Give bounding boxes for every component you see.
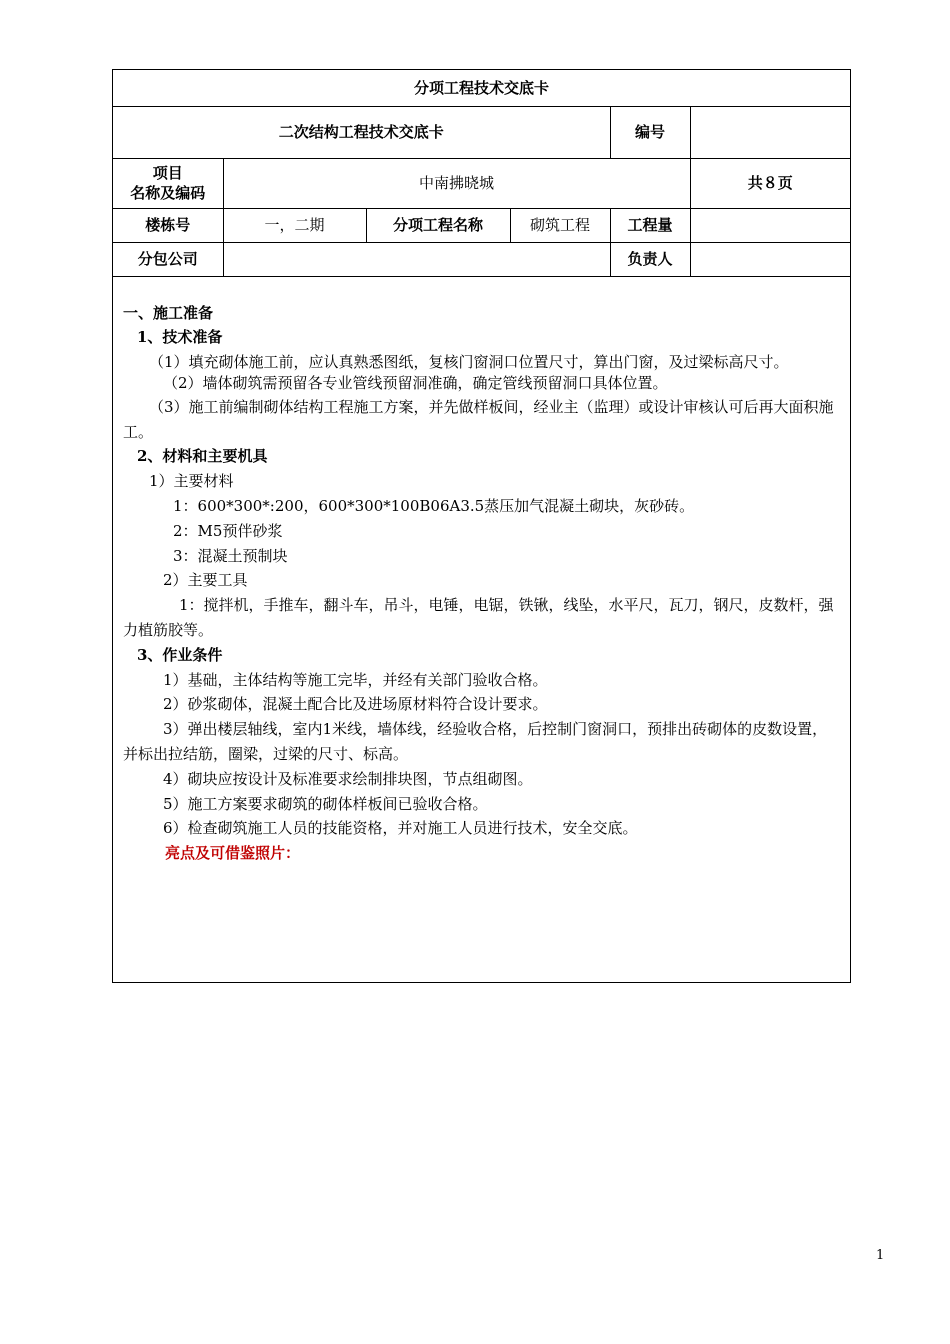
responsible-value (690, 242, 850, 276)
paragraph: （2）墙体砌筑需预留各专业管线预留洞准确，确定管线预留洞口具体位置。 (163, 373, 668, 392)
project-label-line2: 名称及编码 (130, 184, 206, 202)
card-title: 二次结构工程技术交底卡 (113, 106, 610, 158)
pages-count: 共８页 (690, 158, 850, 208)
building-value: 一，二期 (223, 208, 366, 242)
subitem-label: 分项工程名称 (366, 208, 510, 242)
doc-title: 分项工程技术交底卡 (113, 70, 850, 106)
quantity-value (690, 208, 850, 242)
highlight-photos-label: 亮点及可借鉴照片： (165, 844, 301, 863)
subsection-heading: 2、材料和主要机具 (137, 447, 268, 466)
subsection-heading: 1、技术准备 (137, 328, 223, 347)
paragraph: 2：M5预伴砂浆 (173, 521, 283, 540)
paragraph: （3）施工前编制砌体结构工程施工方案，并先做样板间，经业主（监理）或设计审核认可后再大面积施工。 (123, 397, 834, 441)
disclosure-card (112, 69, 851, 983)
subcontractor-value (223, 242, 610, 276)
paragraph: 3：混凝土预制块 (173, 546, 288, 565)
subitem-value: 砌筑工程 (510, 208, 610, 242)
disclosure-content (113, 277, 850, 867)
subsection-heading: 3、作业条件 (137, 645, 223, 664)
quantity-label: 工程量 (610, 208, 690, 242)
subcontractor-label: 分包公司 (113, 242, 223, 276)
paragraph: 2）砂浆砌体，混凝土配合比及进场原材料符合设计要求。 (163, 695, 548, 714)
paragraph: 4）砌块应按设计及标准要求绘制排块图，节点组砌图。 (163, 769, 533, 788)
paragraph: 6）检查砌筑施工人员的技能资格，并对施工人员进行技术，安全交底。 (163, 819, 638, 838)
paragraph: 1：600*300*:200，600*300*100B06A3.5蒸压加气混凝土砌块，灰砂砖。 (173, 497, 695, 516)
responsible-label: 负责人 (610, 242, 690, 276)
code-label: 编号 (610, 106, 690, 158)
paragraph: 1）主要材料 (149, 472, 234, 491)
paragraph: 1：搅拌机，手推车，翻斗车，吊斗，电锤，电锯，铁锹，线坠，水平尺，瓦刀，钢尺，皮数杆，强力植筋胶等。 (123, 596, 834, 640)
paragraph: 5）施工方案要求砌筑的砌体样板间已验收合格。 (163, 794, 488, 813)
section-heading: 一、施工准备 (123, 303, 214, 322)
building-label: 楼栋号 (113, 208, 223, 242)
paragraph: 1）基础，主体结构等施工完毕，并经有关部门验收合格。 (163, 670, 548, 689)
page-number: 1 (876, 1248, 885, 1263)
paragraph: 3）弹出楼层轴线，室内1米线，墙体线，经验收合格，后控制门窗洞口，预排出砖砌体的皮数设置，并标出拉结筋，圈梁，过梁的尺寸、标高。 (123, 720, 828, 764)
paragraph: 2）主要工具 (163, 571, 248, 590)
paragraph: （1）填充砌体施工前，应认真熟悉图纸，复核门窗洞口位置尺寸，算出门窗，及过梁标高尺寸。 (149, 353, 789, 372)
project-value: 中南拂晓城 (223, 158, 690, 208)
header-table (113, 70, 850, 277)
project-label (113, 158, 223, 208)
project-label-line1: 项目 (152, 163, 183, 182)
code-value (690, 106, 850, 158)
